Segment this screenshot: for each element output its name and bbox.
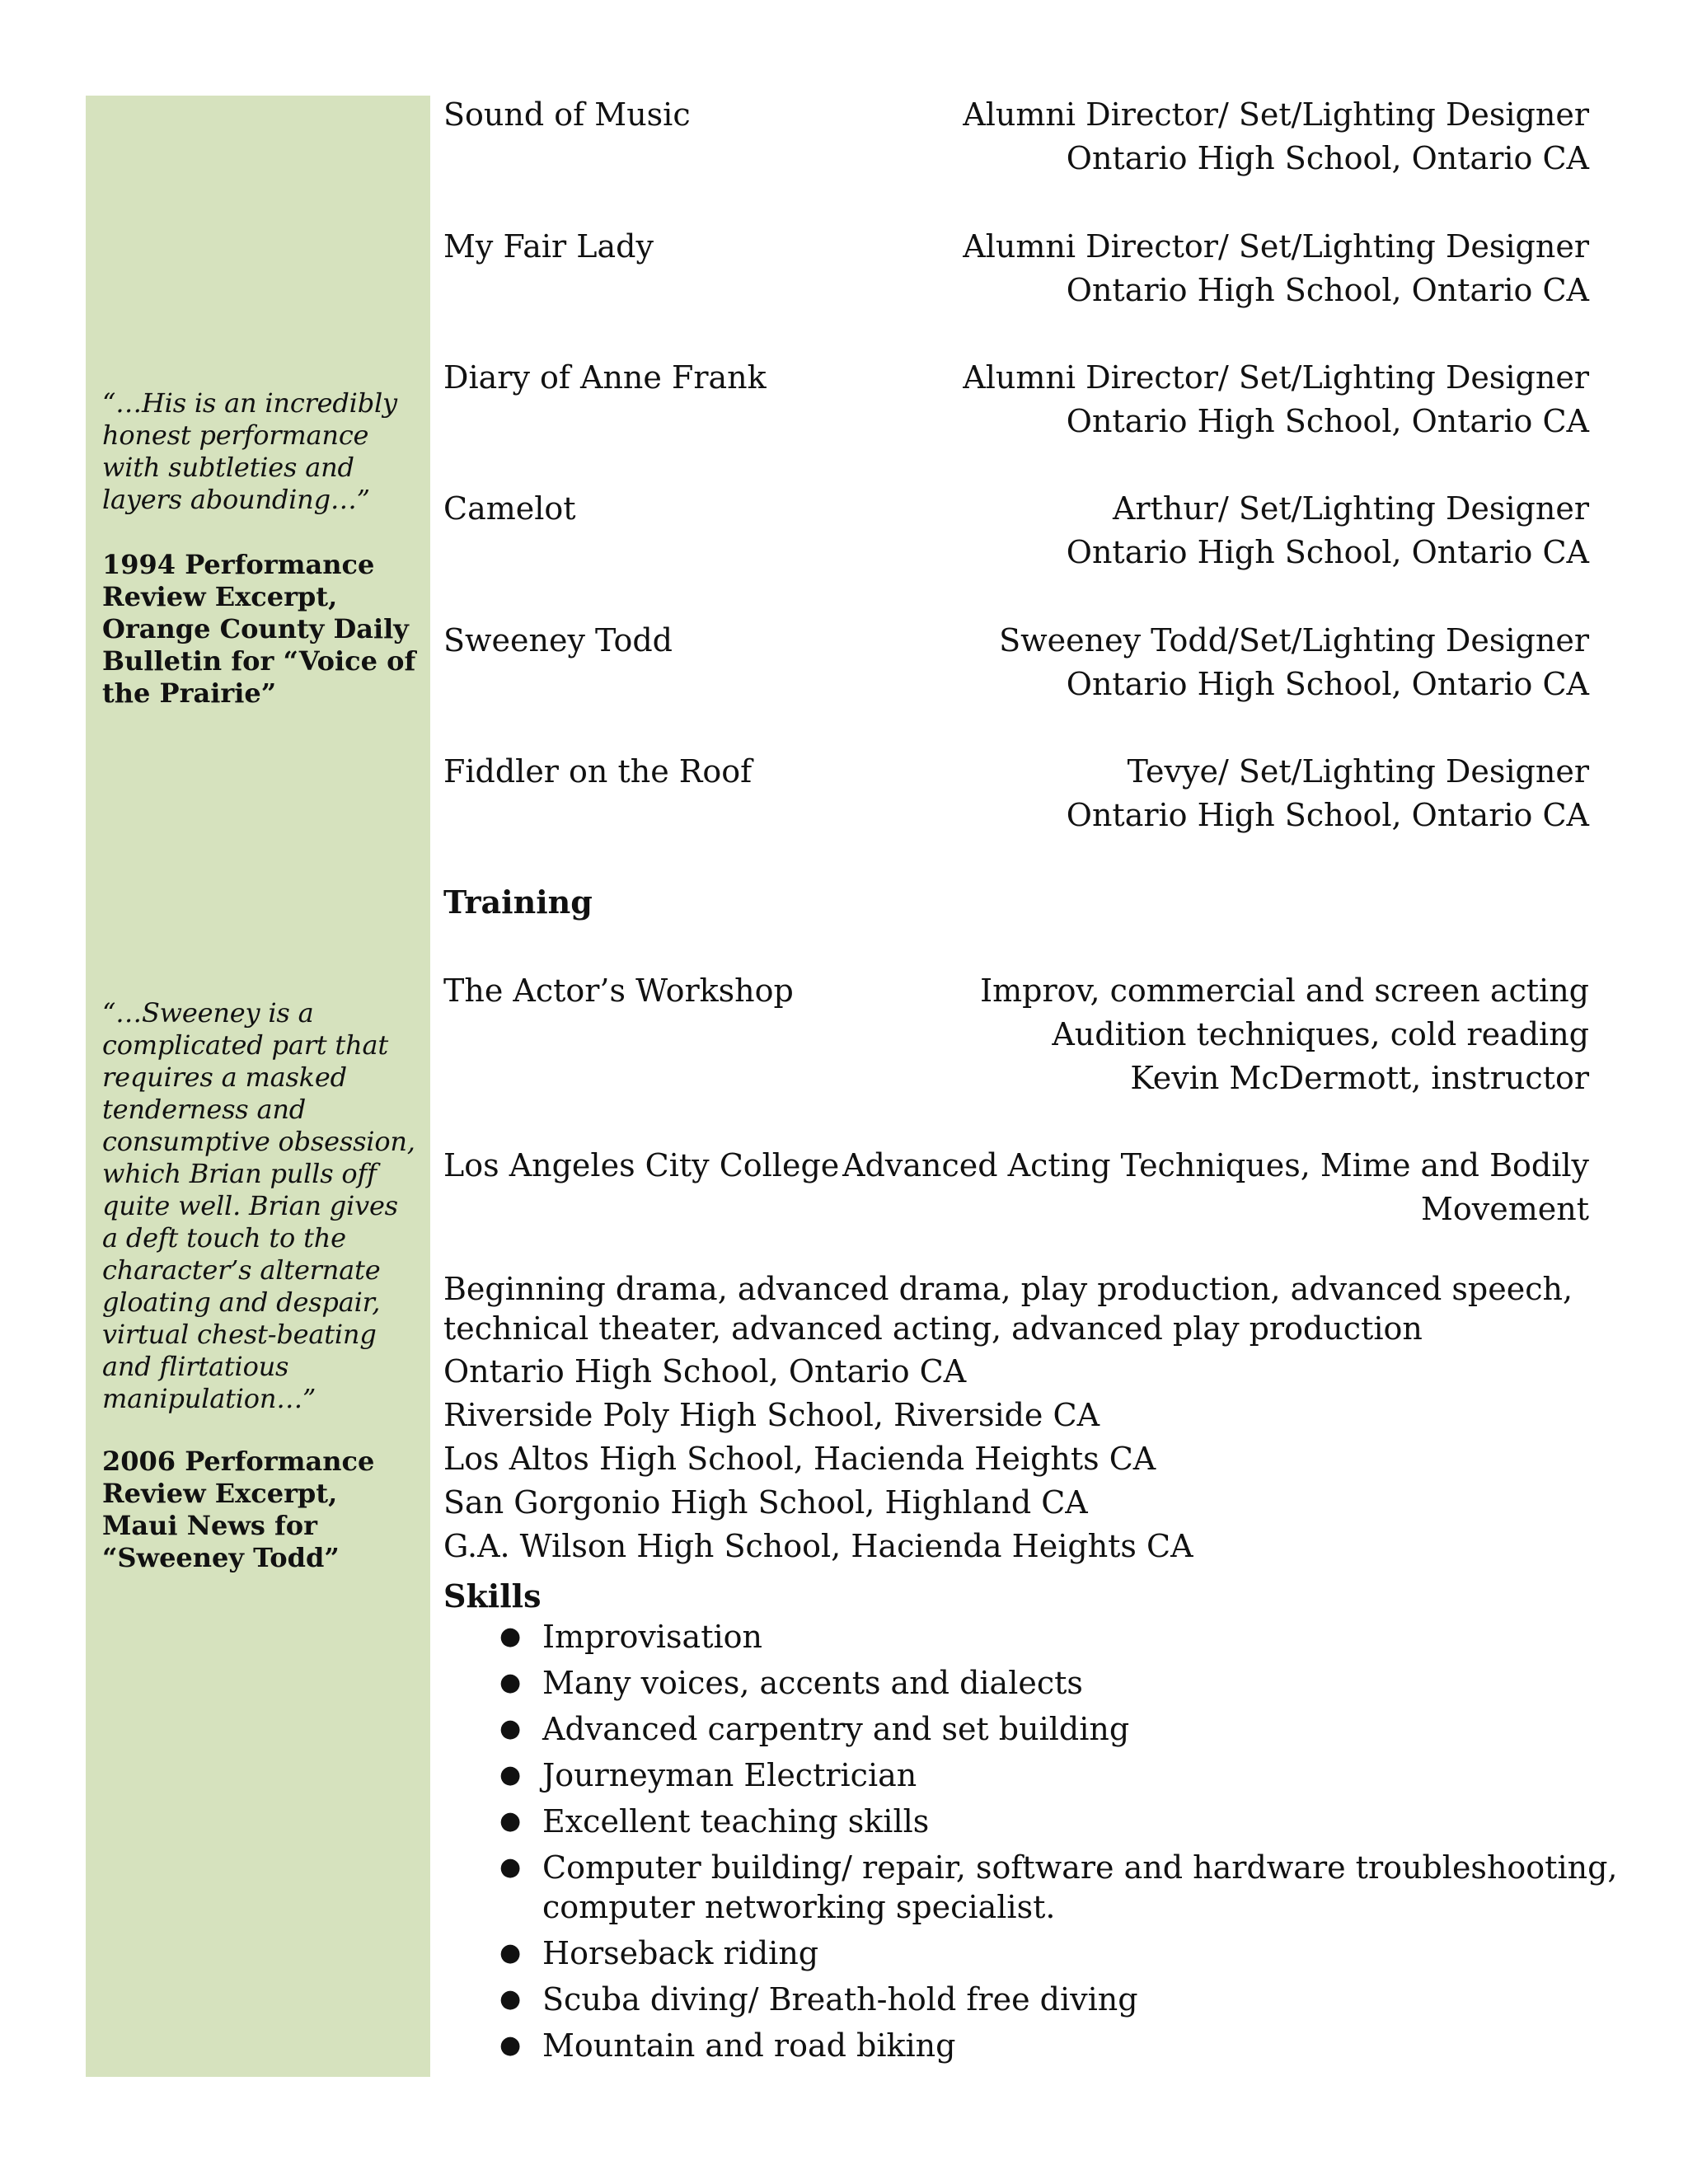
production-role: Alumni Director/ Set/Lighting Designer	[963, 228, 1589, 265]
skill-text: Many voices, accents and dialects	[542, 1665, 1083, 1701]
review-quote-2006: “…Sweeney is a complicated part that requires a masked tenderness and consumptive obsession, which Brian pulls off quite well. Brian gives a deft touch to the character’s alternate gloating and despair, virtual chest-beating and flirtatious manipulation…”	[102, 997, 415, 1414]
production-role: Sweeney Todd/Set/Lighting Designer	[999, 622, 1589, 658]
production-title: Diary of Anne Frank	[443, 359, 767, 396]
skill-text: Excellent teaching skills	[542, 1803, 930, 1840]
production-role: Arthur/ Set/Lighting Designer	[1112, 490, 1589, 527]
training-college-detail: Advanced Acting Techniques, Mime and Bodily	[842, 1147, 1589, 1183]
bullet-icon: ●	[499, 1760, 522, 1789]
bullet-icon: ●	[499, 1985, 522, 2013]
training-heading: Training	[443, 883, 593, 921]
production-title: Camelot	[443, 490, 576, 527]
school-item: San Gorgonio High School, Highland CA	[443, 1484, 1088, 1521]
training-courses: Beginning drama, advanced drama, play production, advanced speech, technical theater, advanced acting, advanced play production	[443, 1271, 1573, 1347]
school-item: Ontario High School, Ontario CA	[443, 1353, 967, 1390]
training-workshop-detail: Improv, commercial and screen acting	[980, 972, 1589, 1009]
review-caption-1994: 1994 Performance Review Excerpt, Orange County Daily Bulletin for “Voice of the Prairie”	[102, 549, 416, 709]
training-workshop-name: The Actor’s Workshop	[443, 972, 794, 1009]
school-item: Los Altos High School, Hacienda Heights CA	[443, 1441, 1156, 1477]
production-title: My Fair Lady	[443, 228, 654, 265]
skill-text: Improvisation	[542, 1619, 762, 1655]
production-title: Fiddler on the Roof	[443, 753, 753, 790]
bullet-icon: ●	[499, 1622, 522, 1651]
bullet-icon: ●	[499, 2031, 522, 2060]
production-role: Alumni Director/ Set/Lighting Designer	[963, 96, 1589, 133]
production-venue: Ontario High School, Ontario CA	[1066, 666, 1589, 702]
production-role: Alumni Director/ Set/Lighting Designer	[963, 359, 1589, 396]
list-item	[443, 1663, 1647, 1703]
list-item	[443, 1802, 1647, 1841]
school-item: G.A. Wilson High School, Hacienda Heights CA	[443, 1528, 1193, 1564]
training-college-name: Los Angeles City College	[443, 1147, 840, 1183]
list-item	[443, 1755, 1647, 1795]
skill-text: Journeyman Electrician	[542, 1757, 917, 1793]
bullet-icon: ●	[499, 1807, 522, 1835]
bullet-icon: ●	[499, 1714, 522, 1743]
school-item: Riverside Poly High School, Riverside CA	[443, 1397, 1100, 1433]
list-item	[443, 1848, 1647, 1927]
production-venue: Ontario High School, Ontario CA	[1066, 403, 1589, 439]
skills-heading: Skills	[443, 1577, 542, 1615]
list-item	[443, 2026, 1647, 2065]
skill-text: Computer building/ repair, software and hardware troubleshooting, computer networking specialist.	[542, 1849, 1618, 1925]
review-caption-2006: 2006 Performance Review Excerpt, Maui News for “Sweeney Todd”	[102, 1446, 375, 1573]
training-college-detail: Movement	[1420, 1191, 1589, 1227]
skills-section	[443, 1576, 1647, 2072]
production-venue: Ontario High School, Ontario CA	[1066, 797, 1589, 833]
production-title: Sound of Music	[443, 96, 691, 133]
skill-text: Mountain and road biking	[542, 2027, 956, 2064]
skills-list	[443, 1617, 1647, 2065]
list-item	[443, 1933, 1647, 1973]
production-title: Sweeney Todd	[443, 622, 673, 658]
list-item	[443, 1709, 1647, 1749]
review-quote-1994: “…His is an incredibly honest performance with subtleties and layers abounding…”	[102, 387, 397, 515]
skill-text: Advanced carpentry and set building	[542, 1711, 1130, 1747]
bullet-icon: ●	[499, 1668, 522, 1697]
list-item	[443, 1980, 1647, 2019]
training-workshop-instructor: Kevin McDermott, instructor	[1130, 1060, 1589, 1096]
skill-text: Horseback riding	[542, 1935, 819, 1971]
bullet-icon: ●	[499, 1853, 522, 1882]
bullet-icon: ●	[499, 1938, 522, 1967]
production-venue: Ontario High School, Ontario CA	[1066, 272, 1589, 308]
production-venue: Ontario High School, Ontario CA	[1066, 534, 1589, 570]
skill-text: Scuba diving/ Breath-hold free diving	[542, 1981, 1138, 2018]
list-item	[443, 1617, 1647, 1657]
production-venue: Ontario High School, Ontario CA	[1066, 140, 1589, 176]
training-schools-list	[443, 1350, 1193, 1568]
training-workshop-detail: Audition techniques, cold reading	[1052, 1016, 1589, 1052]
production-role: Tevye/ Set/Lighting Designer	[1127, 753, 1589, 790]
